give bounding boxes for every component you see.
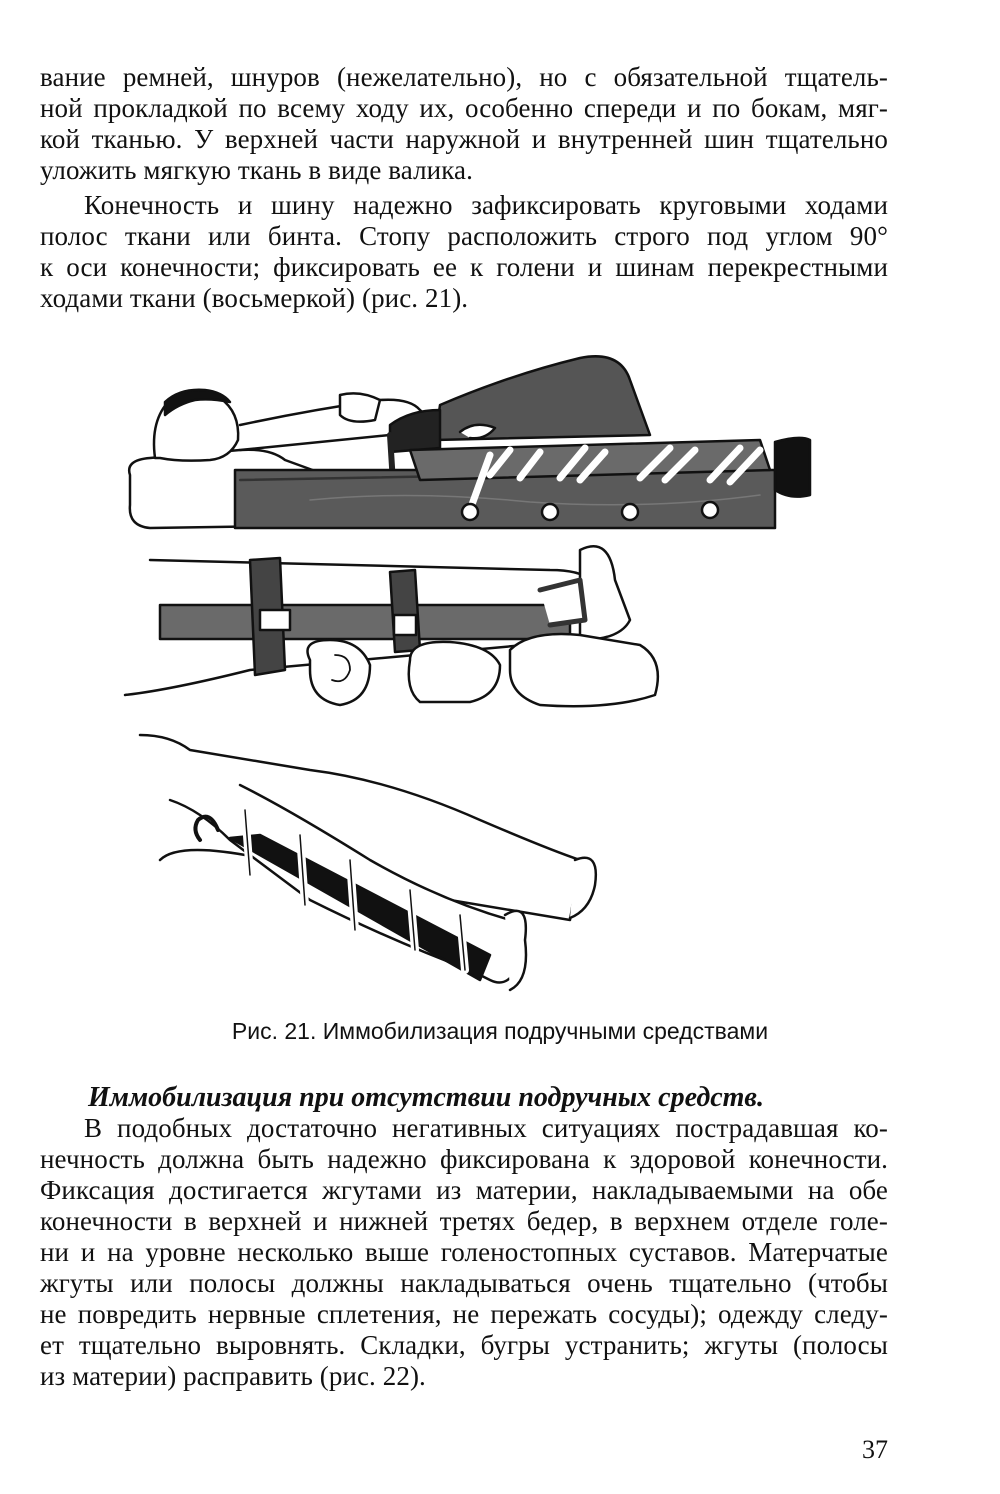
paragraph-2-line: Конечность и шину надежно зафиксировать круговыми ходами xyxy=(84,190,888,220)
page-number: 37 xyxy=(862,1435,888,1464)
paragraph-2-line: полос ткани или бинта. Стопу расположить строго под углом 90° xyxy=(40,221,888,251)
paragraph-3-line: из материи) расправить (рис. 22). xyxy=(40,1361,426,1391)
paragraph-3-line: Фиксация достигается жгутами из материи, накладываемыми на обе xyxy=(40,1175,888,1205)
section-heading: Иммобилизация при отсутствии подручных средств. xyxy=(88,1082,764,1113)
paragraph-2-line: ходами ткани (восьмеркой) (рис. 21). xyxy=(40,283,469,313)
leg-splinted-with-umbrella-drawing xyxy=(140,735,596,990)
paragraph-3-line: В подобных достаточно негативных ситуациях пострадавшая ко- xyxy=(84,1113,888,1143)
paragraph-1-line: вание ремней, шнуров (нежелательно), но с обязательной тщатель- xyxy=(40,62,888,92)
paragraph-3-line: жгуты или полосы должны накладываться очень тщательно (чтобы xyxy=(40,1268,888,1298)
paragraph-2 xyxy=(40,190,888,314)
paragraph-1-line: уложить мягкую ткань в виде валика. xyxy=(40,155,473,185)
paragraph-1-line: ной прокладкой по всему ходу их, особенно спереди и по бокам, мяг- xyxy=(40,93,888,123)
paragraph-3-line: нечность должна быть надежно фиксирована к здоровой конечности. xyxy=(40,1144,888,1174)
paragraph-3-line: конечности в верхней и нижней третях бедер, в верхнем отделе голе- xyxy=(40,1206,888,1236)
immobilization-illustration xyxy=(110,340,830,1000)
paragraph-3-line: ни и на уровне несколько выше голеностопных суставов. Матерчатые xyxy=(40,1237,888,1267)
patient-with-board-splint-drawing xyxy=(129,356,810,528)
leg-with-plank-and-rolls-drawing xyxy=(125,546,658,706)
paragraph-2-line: к оси конечности; фиксировать ее к голени и шинам перекрестными xyxy=(40,252,888,282)
paragraph-1 xyxy=(40,62,888,186)
figure-caption: Рис. 21. Иммобилизация подручными средствами xyxy=(231,1018,769,1044)
paragraph-3-line: ет тщательно выровнять. Складки, бугры устранить; жгуты (полосы xyxy=(40,1330,888,1360)
paragraph-3 xyxy=(40,1113,888,1392)
paragraph-1-line: кой тканью. У верхней части наружной и внутренней шин тщательно xyxy=(40,124,888,154)
paragraph-3-line: не повредить нервные сплетения, не пережать сосуды); одежду следу- xyxy=(40,1299,888,1329)
